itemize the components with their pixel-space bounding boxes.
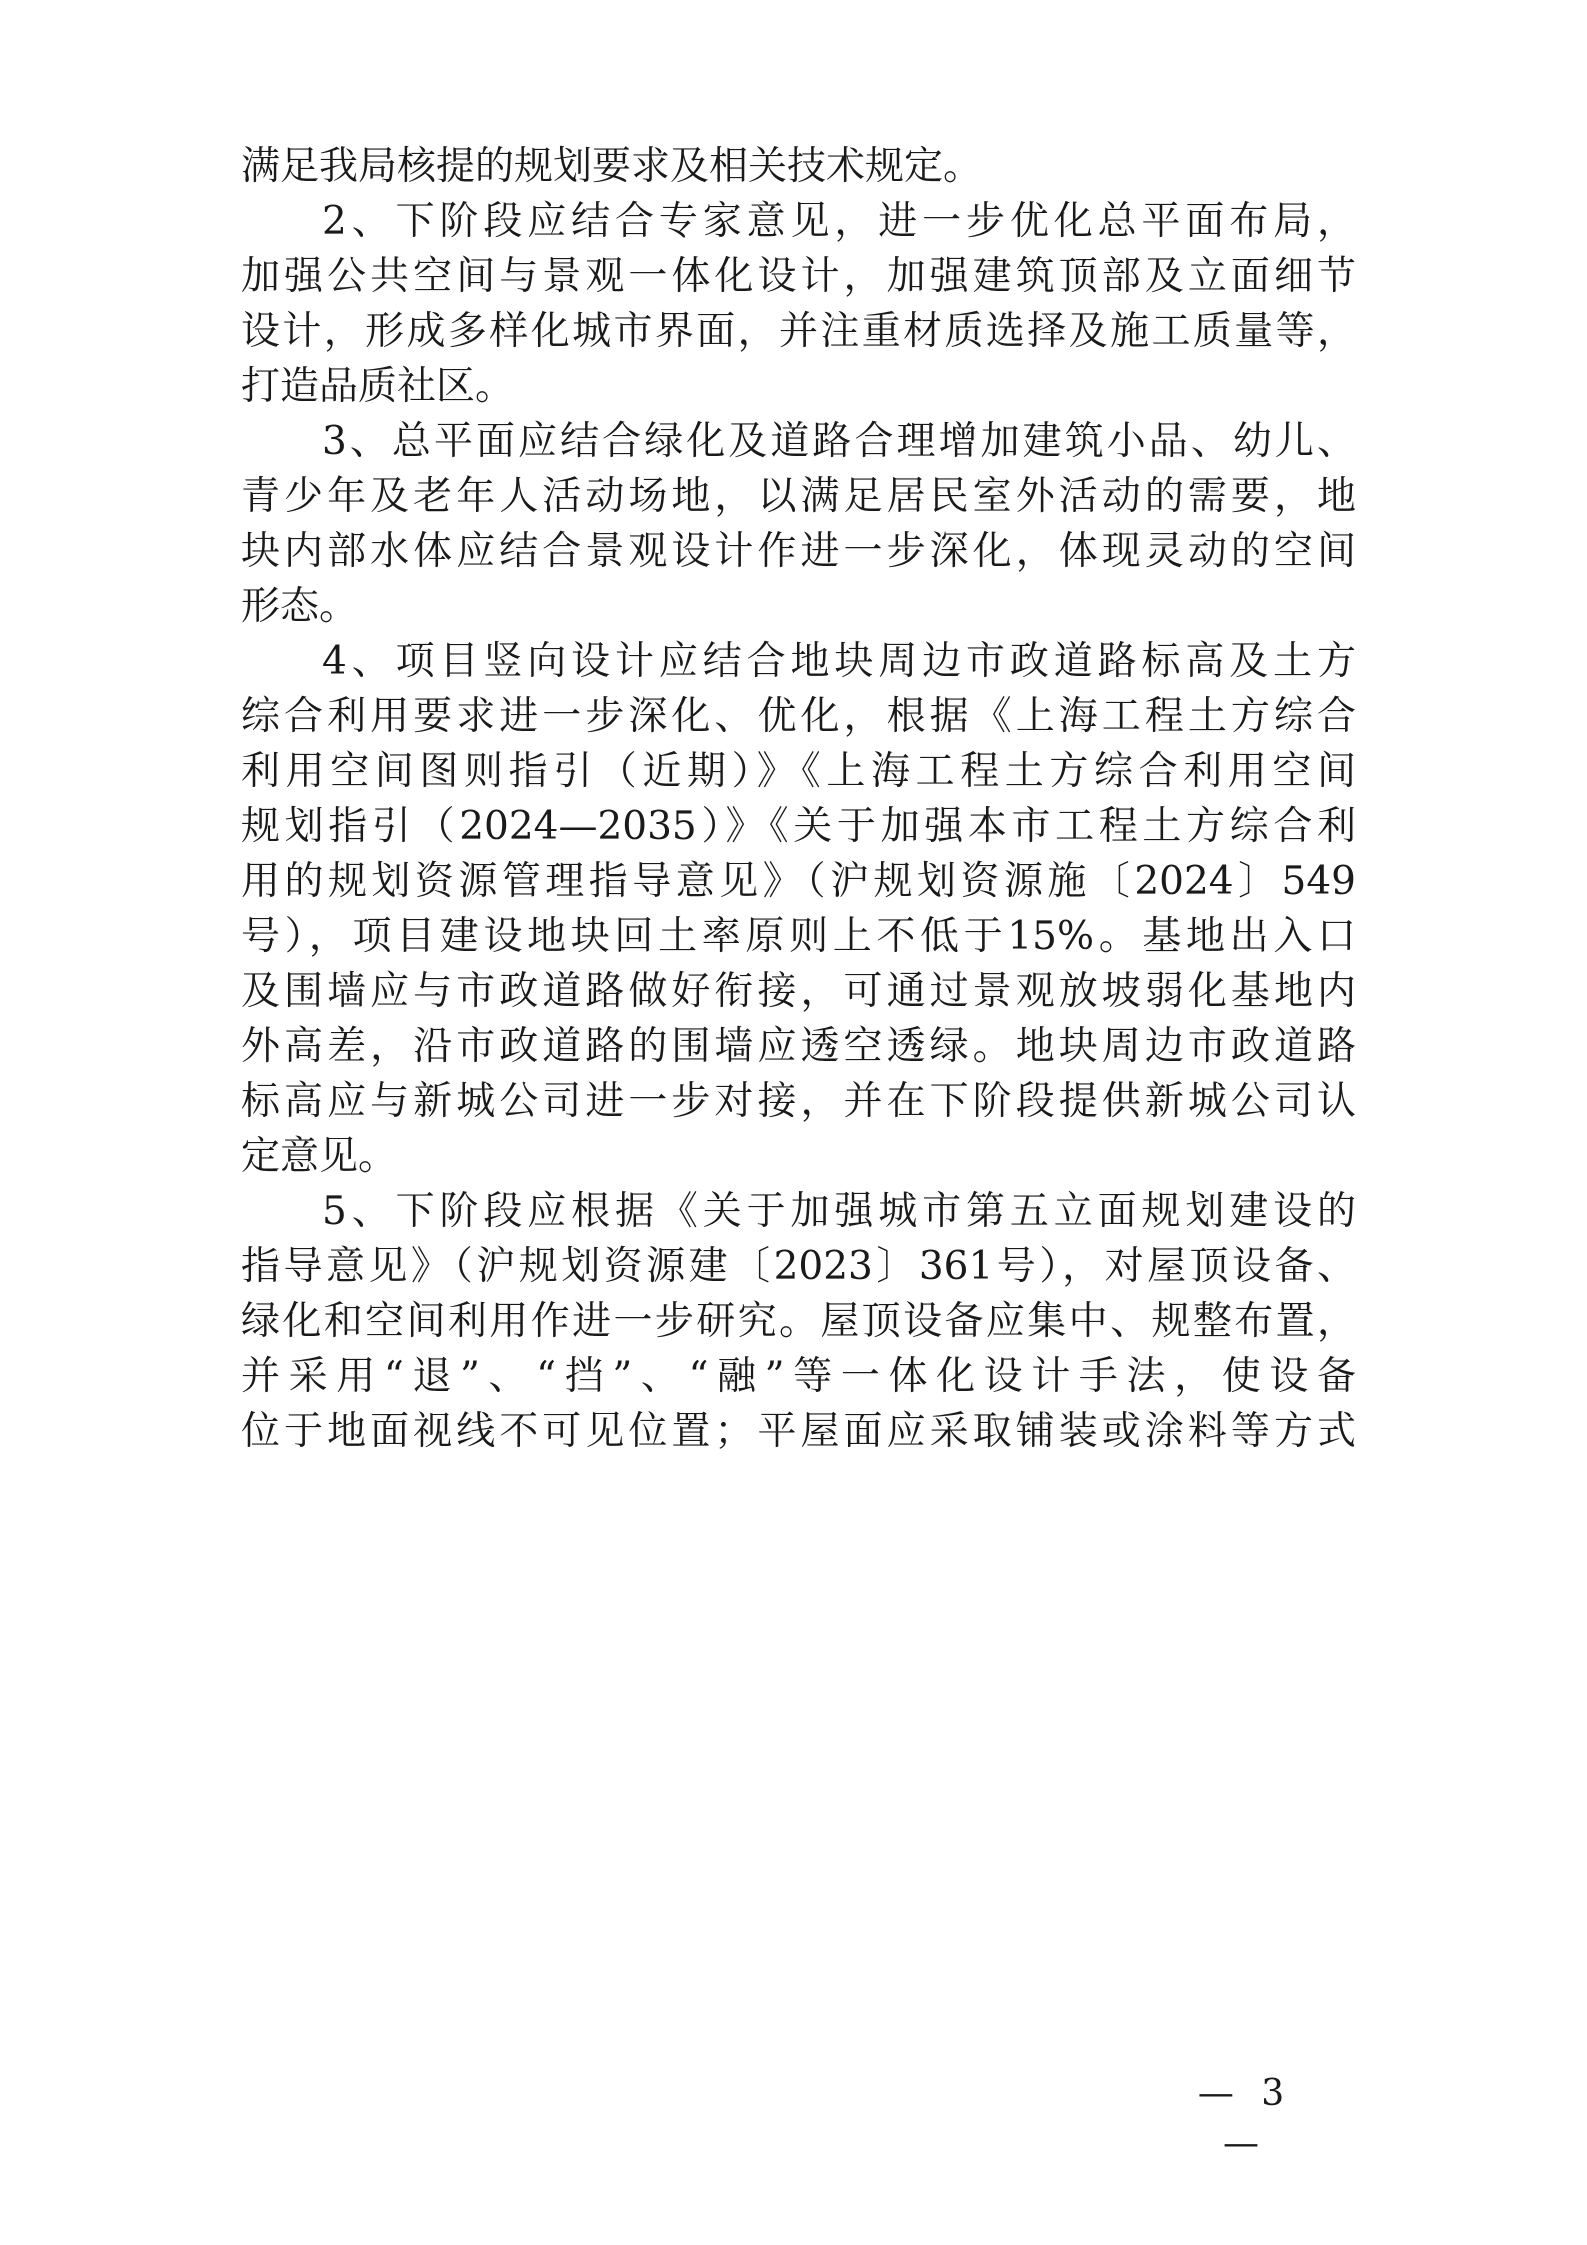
- paragraph-4-line-6: 号），项目建设地块回土率原则上不低于15%。基地出入口: [241, 914, 1356, 959]
- text-line-1: 满足我局核提的规划要求及相关技术规定。: [241, 144, 983, 189]
- paragraph-3-line-3: 块内部水体应结合景观设计作进一步深化，体现灵动的空间: [241, 529, 1356, 574]
- paragraph-4-line-9: 标高应与新城公司进一步对接，并在下阶段提供新城公司认: [241, 1079, 1356, 1124]
- paragraph-4-line-5: 用的规划资源管理指导意见》（沪规划资源施〔2024〕549: [241, 859, 1356, 904]
- page-number: — 3 —: [1197, 2073, 1293, 2164]
- paragraph-2-line-3: 设计，形成多样化城市界面，并注重材质选择及施工质量等，: [241, 309, 1356, 354]
- paragraph-2-line-2: 加强公共空间与景观一体化设计，加强建筑顶部及立面细节: [241, 254, 1356, 299]
- paragraph-5-line-2: 指导意见》（沪规划资源建〔2023〕361号），对屋顶设备、: [241, 1244, 1356, 1289]
- paragraph-5-line-5: 位于地面视线不可见位置；平屋面应采取铺装或涂料等方式: [241, 1409, 1356, 1454]
- paragraph-2-line-1: 2、下阶段应结合专家意见，进一步优化总平面布局，: [322, 199, 1356, 244]
- paragraph-4-line-8: 外高差，沿市政道路的围墙应透空透绿。地块周边市政道路: [241, 1024, 1356, 1069]
- paragraph-3-line-1: 3、总平面应结合绿化及道路合理增加建筑小品、幼儿、: [322, 419, 1356, 464]
- paragraph-5-line-4: 并采用“退”、“挡”、“融”等一体化设计手法，使设备: [241, 1354, 1356, 1399]
- paragraph-5-line-3: 绿化和空间利用作进一步研究。屋顶设备应集中、规整布置，: [241, 1299, 1356, 1344]
- paragraph-5-line-1: 5、下阶段应根据《关于加强城市第五立面规划建设的: [322, 1189, 1356, 1234]
- paragraph-4-line-2: 综合利用要求进一步深化、优化，根据《上海工程土方综合: [241, 694, 1356, 739]
- paragraph-2-line-4: 打造品质社区。: [241, 364, 515, 409]
- paragraph-4-line-3: 利用空间图则指引（近期）》《上海工程土方综合利用空间: [241, 749, 1356, 794]
- paragraph-4-line-7: 及围墙应与市政道路做好衔接，可通过景观放坡弱化基地内: [241, 969, 1356, 1014]
- paragraph-3-line-4: 形态。: [241, 584, 359, 629]
- paragraph-4-line-10: 定意见。: [241, 1134, 398, 1179]
- paragraph-4-line-4: 规划指引（2024—2035）》《关于加强本市工程土方综合利: [241, 804, 1356, 849]
- paragraph-4-line-1: 4、项目竖向设计应结合地块周边市政道路标高及土方: [322, 639, 1356, 684]
- paragraph-3-line-2: 青少年及老年人活动场地，以满足居民室外活动的需要，地: [241, 474, 1356, 519]
